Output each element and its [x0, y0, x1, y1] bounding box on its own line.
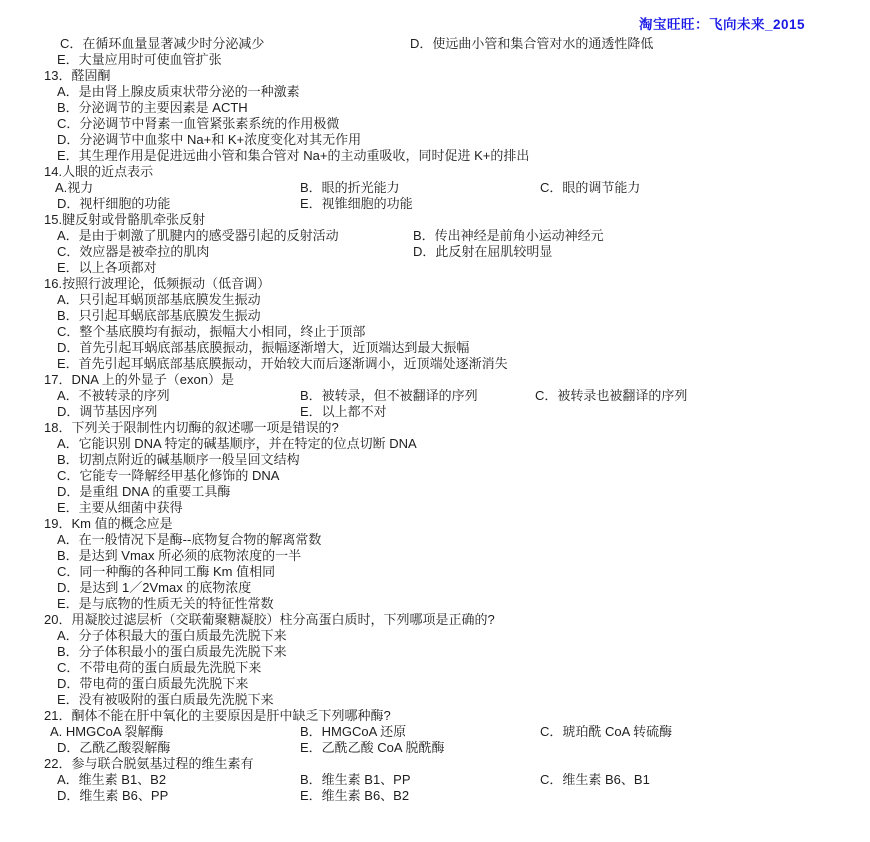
option-row [0, 660, 870, 676]
text-segment: D．维生素 B6、PP [57, 788, 169, 803]
text-segment: E．乙酰乙酸 CoA 脱酰酶 [300, 740, 445, 755]
option-row [0, 180, 870, 196]
text-segment: D．分泌调节中血浆中 Na+和 K+浓度变化对其无作用 [57, 132, 362, 147]
text-segment: A．只引起耳蜗顶部基底膜发生振动 [57, 292, 261, 307]
text-segment: A. HMGCoA 裂解酶 [50, 724, 164, 739]
option-row [0, 548, 870, 564]
text-segment: B．维生素 B1、PP [300, 772, 411, 787]
text-segment: C．被转录也被翻译的序列 [535, 388, 688, 403]
question-stem [0, 516, 870, 532]
text-segment: D．带电荷的蛋白质最先洗脱下来 [57, 676, 249, 691]
option-row [0, 52, 870, 68]
text-segment: 17．DNA 上的外显子（exon）是 [44, 372, 234, 387]
option-row [0, 84, 870, 100]
text-segment: C．整个基底膜均有振动，振幅大小相同，终止于顶部 [57, 324, 366, 339]
text-segment: B．切割点附近的碱基顺序一般呈回文结构 [57, 452, 300, 467]
text-segment: E．维生素 B6、B2 [300, 788, 410, 803]
option-row [0, 676, 870, 692]
text-segment: C．不带电荷的蛋白质最先洗脱下来 [57, 660, 262, 675]
question-stem [0, 164, 870, 180]
option-row [0, 196, 870, 212]
seller-watermark-header: 淘宝旺旺：飞向未来_2015 [638, 17, 805, 32]
option-row [0, 356, 870, 372]
text-segment: A.视力 [55, 180, 94, 195]
text-segment: C．维生素 B6、B1 [540, 772, 650, 787]
option-row [0, 404, 870, 420]
text-segment: 13．醛固酮 [44, 68, 111, 83]
text-segment: 16.按照行波理论，低频振动（低音调） [44, 276, 271, 291]
text-segment: C．分泌调节中肾素一血管紧张素系统的作用极微 [57, 116, 340, 131]
text-segment: 18．下列关于限制性内切酶的叙述哪一项是错误的? [44, 420, 339, 435]
text-segment: D．使远曲小管和集合管对水的通透性降低 [410, 36, 654, 51]
question-stem [0, 276, 870, 292]
question-stem [0, 68, 870, 84]
text-segment: 14.人眼的近点表示 [44, 164, 154, 179]
text-segment: E．没有被吸附的蛋白质最先洗脱下来 [57, 692, 274, 707]
option-row [0, 644, 870, 660]
option-row [0, 228, 870, 244]
option-row [0, 244, 870, 260]
text-segment: A．是由于刺激了肌腱内的感受器引起的反射活动 [57, 228, 339, 243]
text-segment: E．大量应用时可使血管扩张 [57, 52, 222, 67]
option-row [0, 388, 870, 404]
question-stem [0, 420, 870, 436]
text-segment: B．HMGCoA 还原 [300, 724, 407, 739]
text-segment: E．以上各项都对 [57, 260, 157, 275]
text-segment: B．分子体积最小的蛋白质最先洗脱下来 [57, 644, 287, 659]
option-row [0, 148, 870, 164]
option-row [0, 724, 870, 740]
option-row [0, 532, 870, 548]
text-segment: E．主要从细菌中获得 [57, 500, 183, 515]
option-row [0, 36, 870, 52]
option-row [0, 692, 870, 708]
option-row [0, 500, 870, 516]
option-row [0, 100, 870, 116]
option-row [0, 116, 870, 132]
option-row [0, 132, 870, 148]
text-segment: E．视锥细胞的功能 [300, 196, 413, 211]
text-segment: B．眼的折光能力 [300, 180, 400, 195]
text-segment: A．分子体积最大的蛋白质最先洗脱下来 [57, 628, 287, 643]
text-segment: E．以上都不对 [300, 404, 387, 419]
option-row [0, 580, 870, 596]
text-segment: D．是重组 DNA 的重要工具酶 [57, 484, 231, 499]
option-row [0, 436, 870, 452]
option-row [0, 564, 870, 580]
question-stem [0, 612, 870, 628]
text-segment: A．在一般情况下是酶--底物复合物的解离常数 [57, 532, 322, 547]
option-row [0, 292, 870, 308]
text-segment: A．维生素 B1、B2 [57, 772, 167, 787]
text-segment: A．是由肾上腺皮质束状带分泌的一种激素 [57, 84, 300, 99]
text-segment: B．被转录，但不被翻译的序列 [300, 388, 478, 403]
text-segment: D．是达到 1／2Vmax 的底物浓度 [57, 580, 252, 595]
text-segment: B．传出神经是前角小运动神经元 [413, 228, 604, 243]
text-segment: 20．用凝胶过滤层析（交联葡聚糖凝胶）柱分高蛋白质时，下列哪项是正确的? [44, 612, 495, 627]
text-segment: C．在循环血量显著减少时分泌减少 [60, 36, 265, 51]
option-row [0, 468, 870, 484]
option-row [0, 260, 870, 276]
question-stem [0, 372, 870, 388]
option-row [0, 452, 870, 468]
option-row [0, 788, 870, 804]
text-segment: D．乙酰乙酸裂解酶 [57, 740, 171, 755]
text-segment: C．琥珀酰 CoA 转硫酶 [540, 724, 673, 739]
text-segment: C．效应器是被牵拉的肌肉 [57, 244, 210, 259]
question-stem [0, 708, 870, 724]
text-segment: B．分泌调节的主要因素是 ACTH [57, 100, 248, 115]
text-segment: C．同一种酶的各种同工酶 Km 值相同 [57, 564, 276, 579]
text-segment: C．眼的调节能力 [540, 180, 641, 195]
text-segment: E．其生理作用是促进远曲小管和集合管对 Na+的主动重吸收，同时促进 K+的排出 [57, 148, 530, 163]
text-segment: B．是达到 Vmax 所必须的底物浓度的一半 [57, 548, 302, 563]
option-row [0, 628, 870, 644]
option-row [0, 484, 870, 500]
option-row [0, 740, 870, 756]
text-segment: 22．参与联合脱氨基过程的维生素有 [44, 756, 254, 771]
text-segment: D．首先引起耳蜗底部基底膜振动，振幅逐渐增大，近顶端达到最大振幅 [57, 340, 470, 355]
text-segment: A．它能识别 DNA 特定的碱基顺序，并在特定的位点切断 DNA [57, 436, 417, 451]
text-segment: 15.腱反射或骨骼肌牵张反射 [44, 212, 206, 227]
option-row [0, 596, 870, 612]
text-segment: D．视杆细胞的功能 [57, 196, 171, 211]
option-row [0, 772, 870, 788]
option-row [0, 324, 870, 340]
text-segment: B．只引起耳蜗底部基底膜发生振动 [57, 308, 261, 323]
text-segment: D．此反射在屈肌较明显 [413, 244, 553, 259]
text-segment: A．不被转录的序列 [57, 388, 170, 403]
question-stem [0, 212, 870, 228]
option-row [0, 340, 870, 356]
question-stem [0, 756, 870, 772]
text-segment: E．是与底物的性质无关的特征性常数 [57, 596, 274, 611]
text-segment: C．它能专一降解经甲基化修饰的 DNA [57, 468, 280, 483]
text-segment: E．首先引起耳蜗底部基底膜振动，开始较大而后逐渐调小，近顶端处逐渐消失 [57, 356, 508, 371]
text-segment: 19．Km 值的概念应是 [44, 516, 173, 531]
option-row [0, 308, 870, 324]
text-segment: D．调节基因序列 [57, 404, 158, 419]
text-segment: 21．酮体不能在肝中氧化的主要原因是肝中缺乏下列哪种酶? [44, 708, 391, 723]
